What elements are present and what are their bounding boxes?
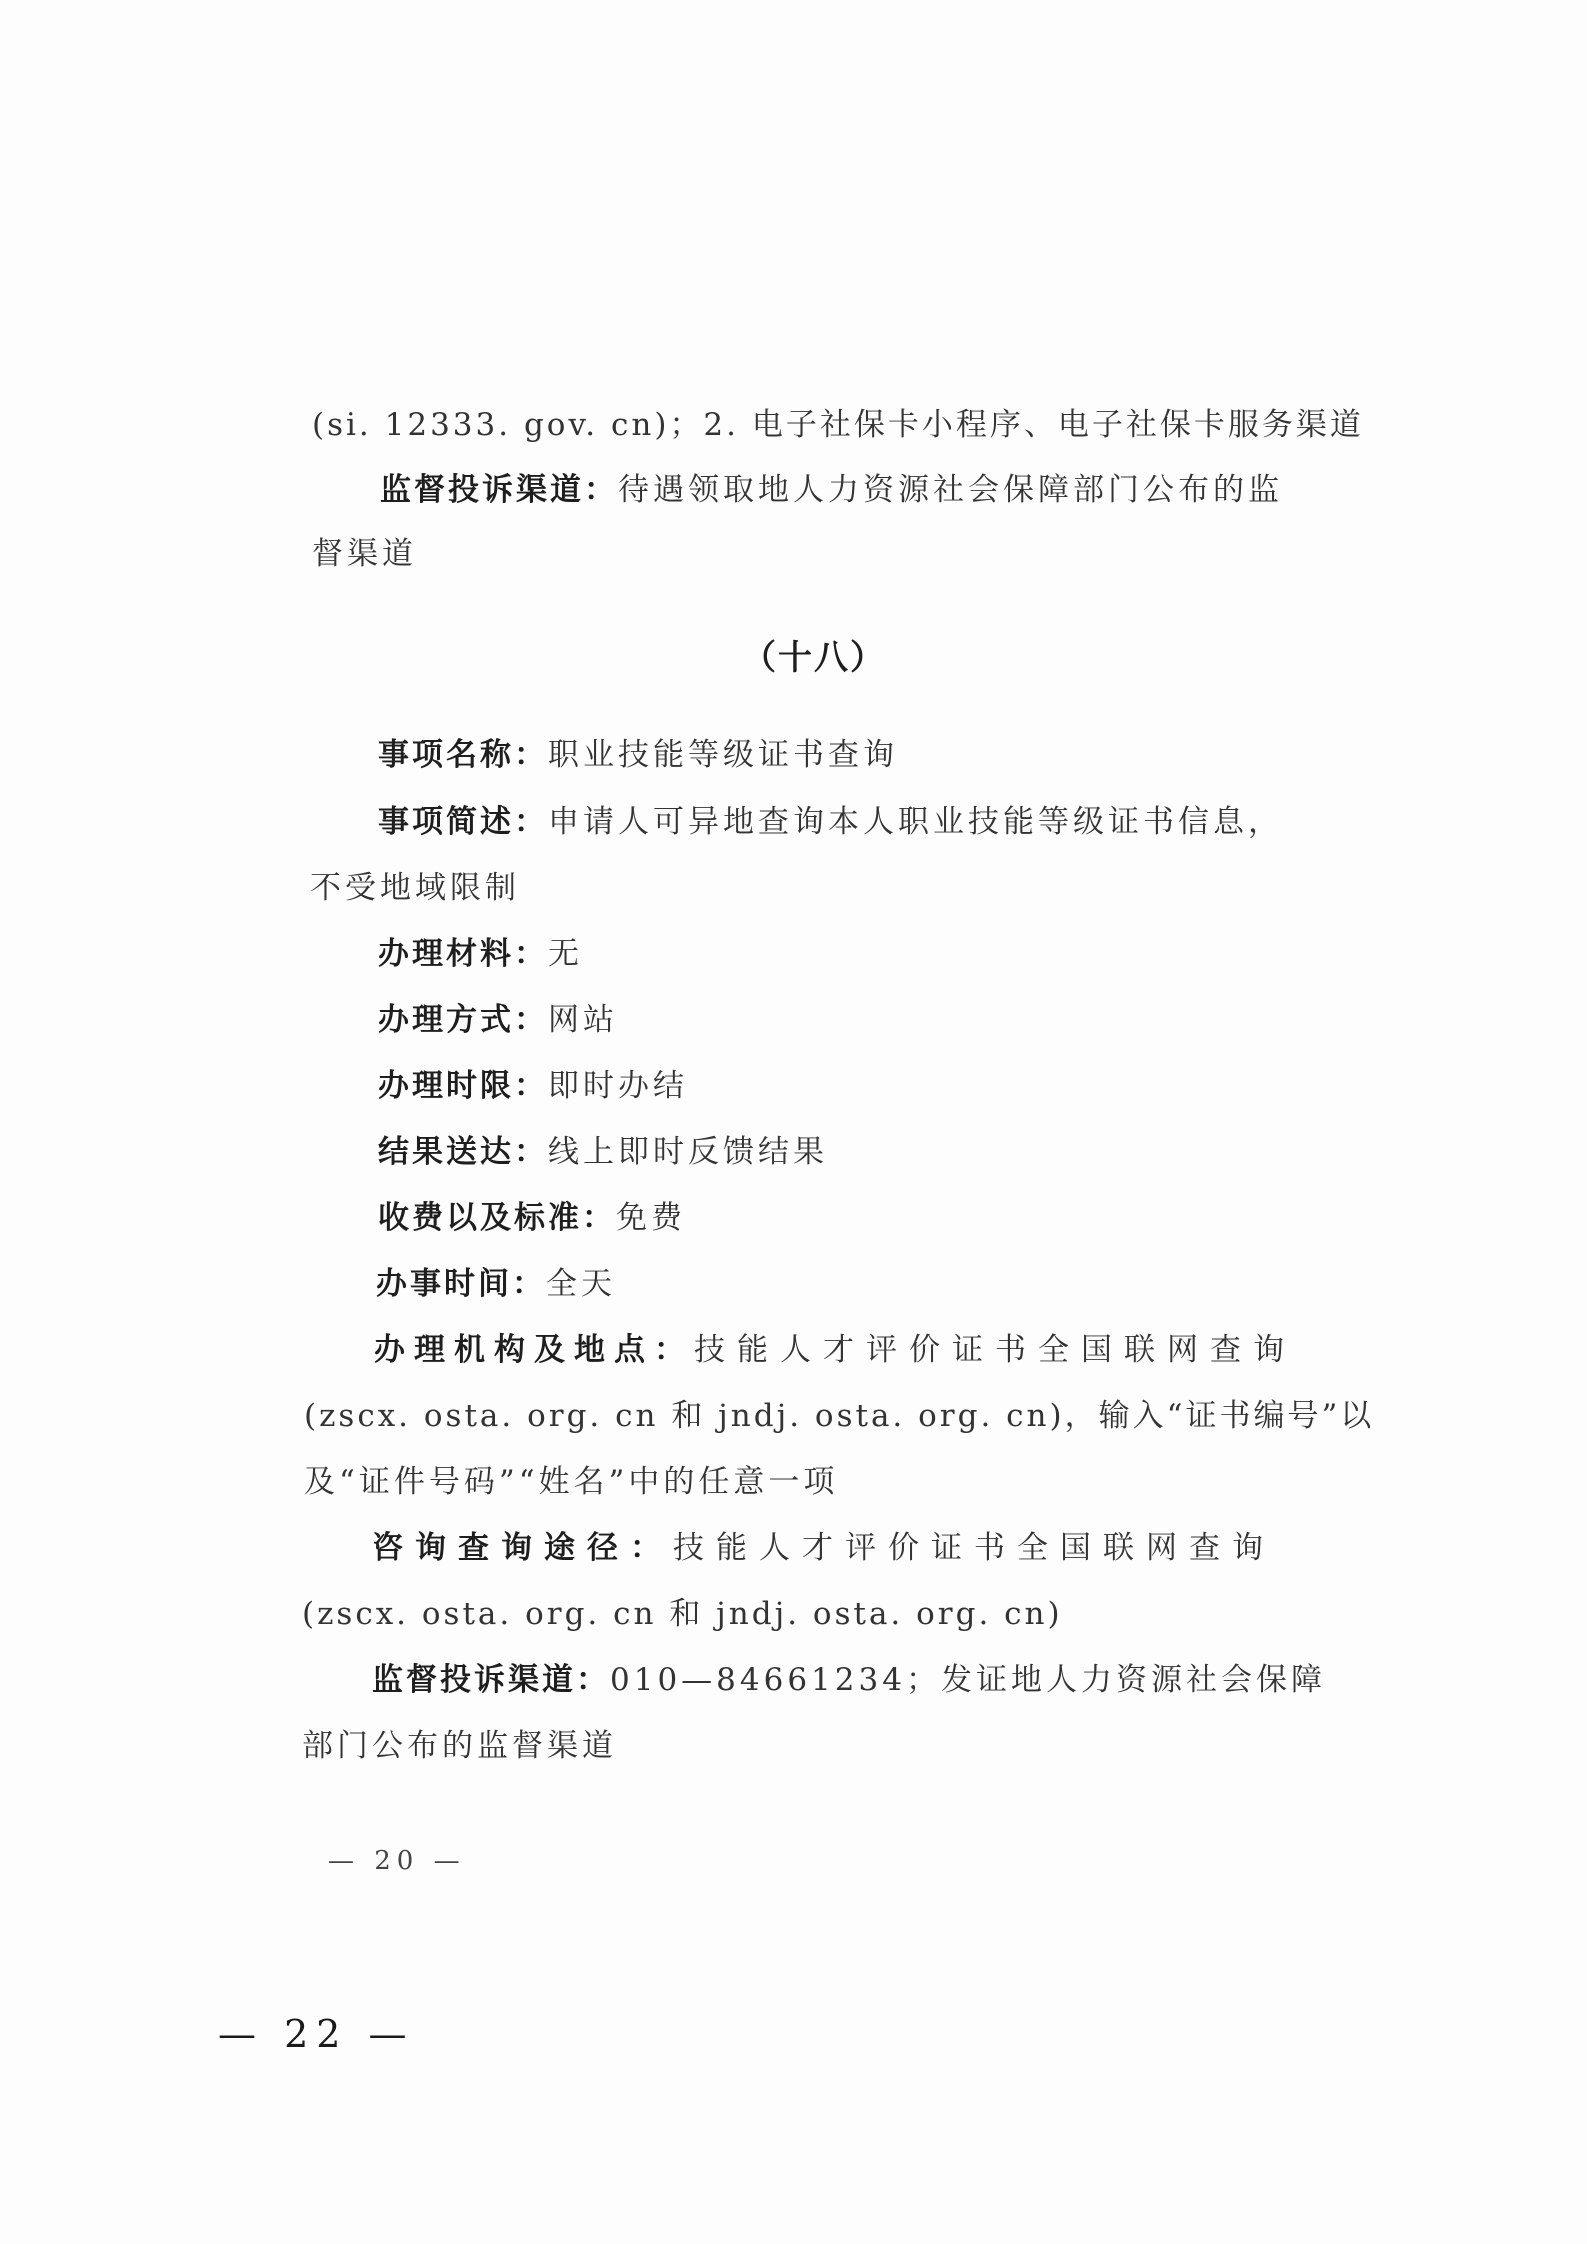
field-inquiry-channel-cont: (zscx. osta. org. cn 和 jndj. osta. org. cn)	[302, 1596, 1063, 1632]
field-agency-location	[374, 1330, 1296, 1370]
field-supervision-channel-cont: 部门公布的监督渠道	[302, 1728, 617, 1764]
field-item-description	[378, 802, 1283, 842]
field-label: 监督投诉渠道：	[372, 1662, 610, 1698]
field-value: 技能人才评价证书全国联网查询	[694, 1332, 1296, 1368]
field-label: 办理时限：	[378, 1068, 548, 1104]
field-label: 办理材料：	[378, 936, 548, 972]
field-value: 网站	[548, 1002, 618, 1038]
field-label: 结果送达：	[378, 1134, 548, 1170]
field-value: 职业技能等级证书查询	[548, 737, 898, 773]
section-heading: （十八）	[742, 638, 886, 678]
prev-supervision-line	[380, 470, 1283, 510]
field-label: 事项名称：	[378, 737, 548, 773]
prev-supervision-value: 待遇领取地人力资源社会保障部门公布的监	[618, 472, 1283, 508]
field-value: 即时办结	[548, 1068, 688, 1104]
field-item-description-cont: 不受地域限制	[310, 870, 520, 906]
inner-page-number: — 20 —	[328, 1846, 466, 1876]
field-agency-location-cont: (zscx. osta. org. cn 和 jndj. osta. org. cn)，输入“证书编号”以	[304, 1398, 1375, 1434]
field-label: 办理机构及地点：	[374, 1332, 694, 1368]
field-value: 免费	[616, 1200, 686, 1236]
field-value: 全天	[546, 1266, 616, 1302]
field-materials	[378, 934, 583, 974]
field-office-hours	[376, 1264, 616, 1304]
outer-page-number: — 22 —	[218, 2012, 415, 2056]
field-agency-location-cont2: 及“证件号码”“姓名”中的任意一项	[304, 1464, 839, 1500]
prev-supervision-value-cont: 督渠道	[312, 536, 417, 572]
field-label: 办事时间：	[376, 1266, 546, 1302]
field-fee	[378, 1198, 686, 1238]
continuation-line: (si. 12333. gov. cn)；2. 电子社保卡小程序、电子社保卡服务渠道	[312, 407, 1364, 443]
field-label: 咨询查询途径：	[372, 1530, 673, 1566]
prev-supervision-label: 监督投诉渠道：	[380, 472, 618, 508]
field-supervision-channel	[372, 1660, 1326, 1700]
field-label: 收费以及标准：	[378, 1200, 616, 1236]
field-value: 线上即时反馈结果	[548, 1134, 828, 1170]
field-label: 办理方式：	[378, 1002, 548, 1038]
field-value: 无	[548, 936, 583, 972]
field-result-delivery	[378, 1132, 828, 1172]
field-value: 技能人才评价证书全国联网查询	[673, 1530, 1275, 1566]
field-time-limit	[378, 1066, 688, 1106]
field-value: 申请人可异地查询本人职业技能等级证书信息，	[548, 804, 1283, 840]
field-label: 事项简述：	[378, 804, 548, 840]
field-item-name	[378, 735, 898, 775]
field-value: 010—84661234；发证地人力资源社会保障	[610, 1662, 1326, 1698]
field-inquiry-channel	[372, 1528, 1275, 1568]
field-method	[378, 1000, 618, 1040]
